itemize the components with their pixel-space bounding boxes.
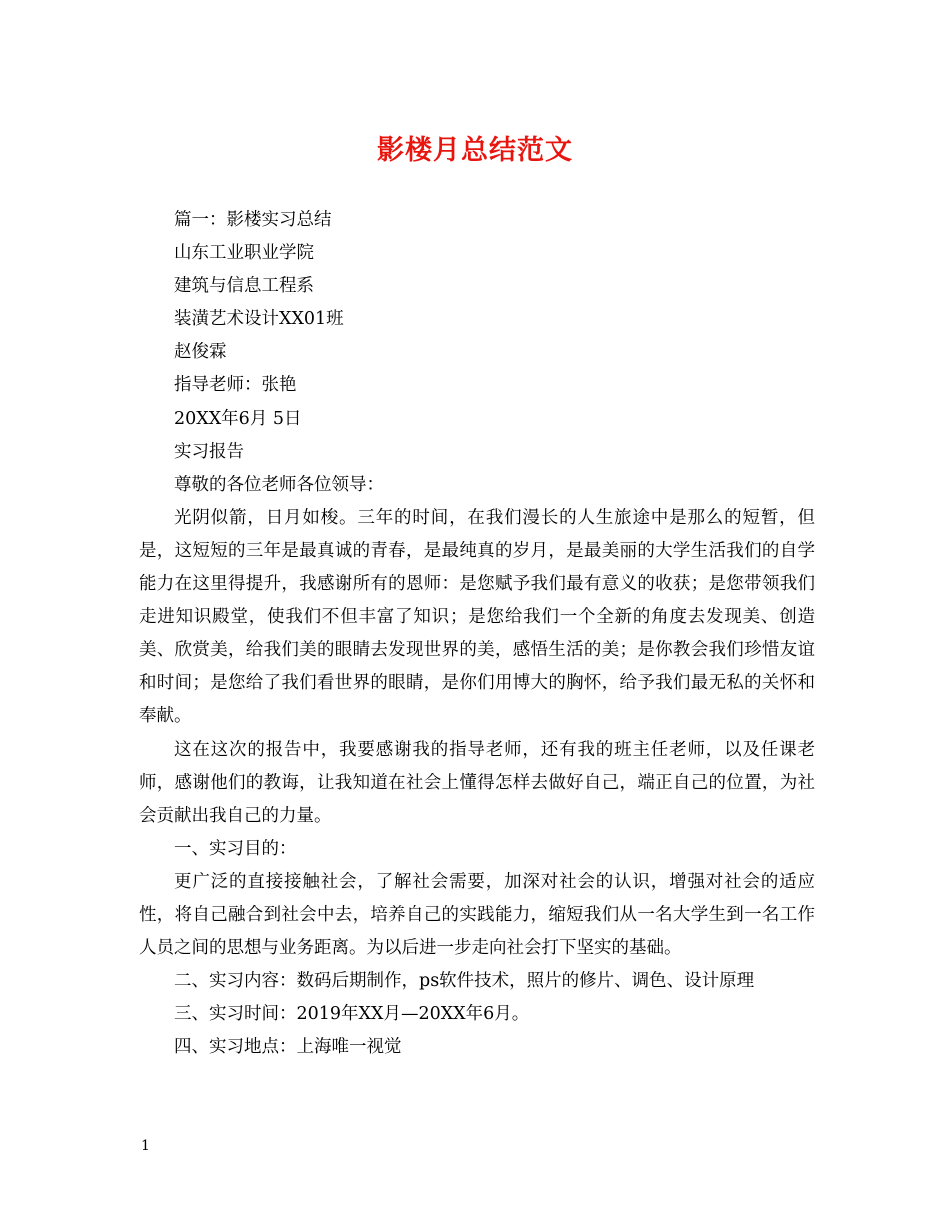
document-body (139, 204, 815, 1064)
paragraph: 四、实习地点：上海唯一视觉 (174, 1037, 402, 1058)
section-heading: 一、实习目的： (174, 838, 297, 859)
document-title: 影楼月总结范文 (377, 135, 573, 166)
text-line: 20XX年6月 5日 (174, 408, 302, 429)
paragraph: 这在这次的报告中，我要感谢我的指导老师，还有我的班主任老师，以及任课老师，感谢他们的教诲，让我知道在社会上懂得怎样去做好自己，端正自己的位置，为社会贡献出我自己的力量。 (139, 739, 815, 826)
page-number: 1 (141, 1138, 150, 1154)
paragraph: 二、实习内容：数码后期制作，ps软件技术，照片的修片、调色、设计原理 (174, 971, 755, 992)
text-line: 赵俊霖 (174, 342, 227, 363)
text-line: 指导老师：张艳 (174, 375, 297, 396)
text-line: 装潢艺术设计XX01班 (174, 309, 344, 330)
paragraph: 三、实习时间：2019年XX月—20XX年6月。 (174, 1004, 530, 1025)
paragraph: 光阴似箭，日月如梭。三年的时间，在我们漫长的人生旅途中是那么的短暂，但是，这短短的三年是最真诚的青春，是最纯真的岁月，是最美丽的大学生活我们的自学能力在这里得提升，我感谢所有的恩师：是您赋予我们最有意义的收获；是您带领我们走进知识殿堂，使我们不但丰富了知识；是您给我们一个全新的角度去发现美、创造美、欣赏美，给我们美的眼睛去发现世界的美，感悟生活的美；是你教会我们珍惜友谊和时间；是您给了我们看世界的眼睛，是你们用博大的胸怀，给予我们最无私的关怀和奉献。 (139, 507, 815, 727)
text-line: 篇一：影楼实习总结 (174, 210, 332, 230)
text-line: 建筑与信息工程系 (174, 276, 314, 297)
text-line: 尊敬的各位老师各位领导： (174, 474, 384, 495)
text-line: 山东工业职业学院 (174, 243, 314, 264)
text-line: 实习报告 (174, 441, 244, 462)
paragraph: 更广泛的直接接触社会，了解社会需要，加深对社会的认识，增强对社会的适应性，将自己融合到社会中去，培养自己的实践能力，缩短我们从一名大学生到一名工作人员之间的思想与业务距离。为以后进一步走向社会打下坚实的基础。 (139, 871, 815, 959)
